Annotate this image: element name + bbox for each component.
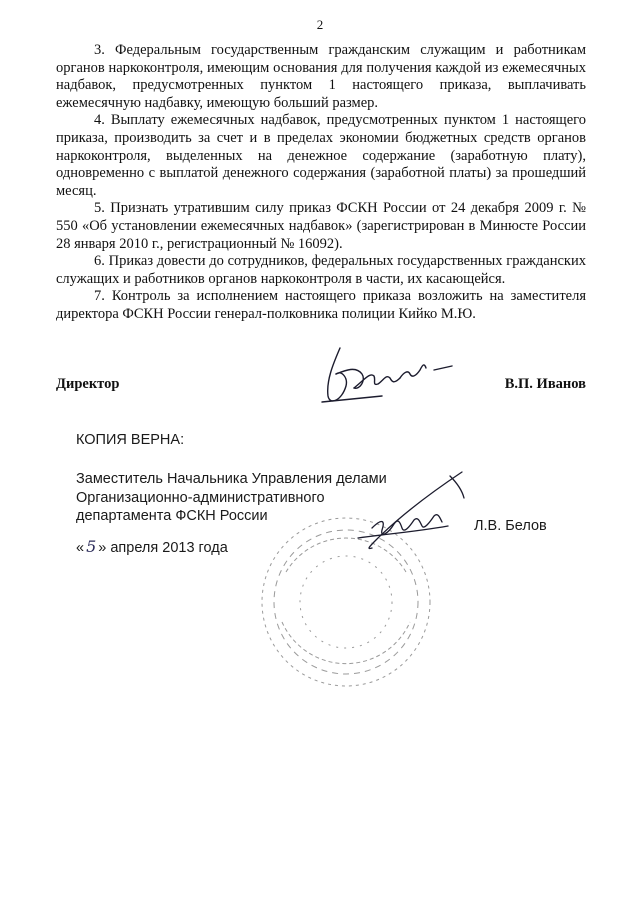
paragraph-6: 6. Приказ довести до сотрудников, федеральных государственных гражданских служащих и работников органов наркоконтроля в части, их касающейся.	[56, 253, 586, 287]
certifier-position-line: Организационно-административного	[76, 489, 325, 506]
copy-verified-title: КОПИЯ ВЕРНА:	[76, 432, 185, 448]
date-open-quote: «	[76, 540, 85, 556]
signature-block	[56, 376, 586, 393]
paragraph-4: 4. Выплату ежемесячных надбавок, предусмотренных пунктом 1 настоящего приказа, производить за счет и в пределах экономии бюджетных средств органов наркоконтроля, выделенных на денежное содержание (заработную плату), одновременно с выплатой денежного содержания (заработной платы) за прошедший месяц.	[56, 112, 586, 199]
date-close-quote: »	[98, 540, 107, 556]
date-day-handwritten: 5	[86, 537, 97, 556]
signatory-name: В.П. Иванов	[504, 376, 586, 392]
certification-date	[76, 537, 228, 556]
paragraph-5: 5. Признать утратившим силу приказ ФСКН России от 24 декабря 2009 г. № 550 «Об установлении ежемесячных надбавок» (зарегистрирован в Минюсте России 28 января 2010 г., регистрационный № 16092).	[56, 200, 586, 252]
order-body	[56, 42, 586, 324]
date-month-year: апреля 2013 года	[106, 540, 228, 556]
signatory-position: Директор	[56, 376, 120, 392]
paragraph-7: 7. Контроль за исполнением настоящего приказа возложить на заместителя директора ФСКН России генерал-полковника полиции Кийко М.Ю.	[56, 288, 586, 322]
certifier-position-line: департамента ФСКН России	[76, 508, 268, 524]
page-number: 2	[316, 17, 324, 32]
certifier-name: Л.В. Белов	[474, 518, 547, 534]
certifier-position	[76, 470, 387, 526]
paragraph-3: 3. Федеральным государственным гражданским служащим и работникам органов наркоконтроля, имеющим основания для получения каждой из ежемесячных надбавок, предусмотренных пунктом 1 настоящего приказа, выплачивать ежемесячную надбавку, имеющую больший размер.	[56, 42, 586, 111]
certifier-position-line: Заместитель Начальника Управления делами	[76, 471, 387, 487]
